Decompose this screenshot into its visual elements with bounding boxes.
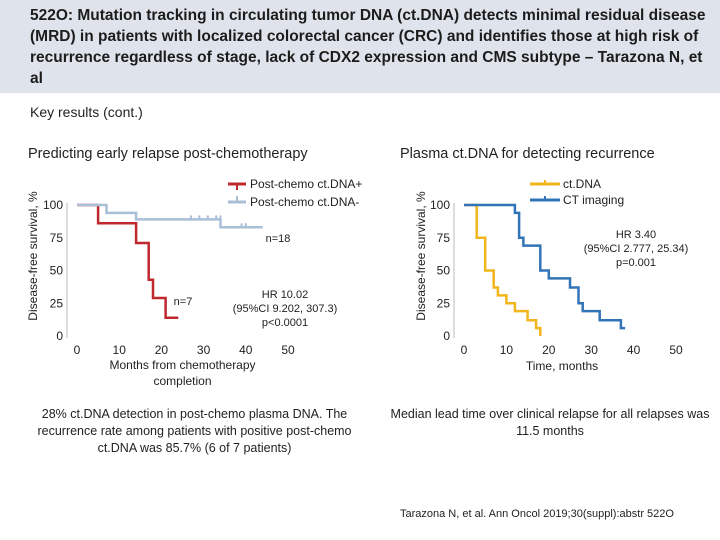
right-hr-annotation: (95%CI 2.777, 25.34) bbox=[583, 243, 689, 255]
left-x-axis-label: Months from chemotherapy bbox=[109, 358, 256, 372]
left-y-tick-label: 0 bbox=[56, 329, 63, 343]
left-x-tick-label: 20 bbox=[154, 343, 169, 357]
right-legend-label: CT imaging bbox=[563, 193, 625, 207]
right-y-tick-label: 25 bbox=[436, 296, 450, 311]
right-chart-title: Plasma ct.DNA for detecting recurrence bbox=[400, 146, 655, 162]
left-hr-annotation: HR 10.02 bbox=[261, 289, 309, 301]
right-hr-annotation: p=0.001 bbox=[615, 257, 657, 269]
right-series-line bbox=[464, 205, 625, 328]
page-title: 522O: Mutation tracking in circulating tumor DNA (ct.DNA) detects minimal residual disease (MRD) in patients with localized colorectal cancer (CRC) and identifies those at high risk of recurrence regardless of stage, lack of CDX2 expression and CMS subtype – Tarazona N, et al bbox=[30, 7, 706, 87]
left-y-tick-label: 25 bbox=[49, 296, 63, 311]
left-x-axis-label: completion bbox=[153, 374, 212, 388]
left-n-label: n=7 bbox=[173, 296, 193, 308]
left-y-tick-label: 100 bbox=[42, 198, 63, 212]
right-y-axis-label: Disease-free survival, % bbox=[414, 191, 428, 321]
right-x-tick-label: 40 bbox=[626, 343, 641, 357]
left-y-tick-label: 75 bbox=[49, 230, 63, 245]
left-hr-annotation: p<0.0001 bbox=[261, 317, 309, 329]
left-y-axis-label: Disease-free survival, % bbox=[26, 191, 40, 321]
right-series-line bbox=[464, 205, 540, 336]
left-n-label: n=18 bbox=[265, 233, 291, 245]
right-y-tick-label: 50 bbox=[436, 263, 450, 278]
left-chart-title: Predicting early relapse post-chemotherapy bbox=[28, 146, 308, 162]
right-x-tick-label: 30 bbox=[584, 343, 598, 357]
right-y-tick-label: 100 bbox=[429, 198, 450, 212]
left-x-tick-label: 30 bbox=[196, 343, 211, 357]
section-subhead: Key results (cont.) bbox=[30, 104, 143, 120]
citation: Tarazona N, et al. Ann Oncol 2019;30(suppl):abstr 522O bbox=[400, 508, 674, 520]
right-x-tick-label: 20 bbox=[542, 343, 556, 357]
left-caption: 28% ct.DNA detection in post-chemo plasma DNA. The recurrence rate among patients with positive post-chemo ct.DNA was 85.7% (6 of 7 patients) bbox=[37, 407, 352, 455]
right-y-tick-label: 75 bbox=[436, 230, 450, 245]
left-x-tick-label: 0 bbox=[73, 343, 81, 357]
right-x-axis-label: Time, months bbox=[525, 359, 599, 373]
right-x-tick-label: 0 bbox=[460, 343, 468, 357]
left-x-tick-label: 50 bbox=[281, 343, 295, 357]
left-legend-label: Post-chemo ct.DNA- bbox=[250, 195, 360, 209]
right-caption: Median lead time over clinical relapse for all relapses was 11.5 months bbox=[390, 407, 710, 438]
right-x-tick-label: 50 bbox=[669, 343, 683, 357]
left-hr-annotation: (95%CI 9.202, 307.3) bbox=[232, 303, 338, 315]
left-legend-label: Post-chemo ct.DNA+ bbox=[250, 177, 363, 191]
right-y-tick-label: 0 bbox=[443, 329, 450, 343]
right-legend-label: ct.DNA bbox=[563, 177, 602, 191]
left-x-tick-label: 40 bbox=[239, 343, 253, 357]
right-hr-annotation: HR 3.40 bbox=[615, 229, 657, 241]
left-y-tick-label: 50 bbox=[49, 263, 63, 278]
right-x-tick-label: 10 bbox=[499, 343, 514, 357]
left-x-tick-label: 10 bbox=[112, 343, 126, 357]
left-series-line bbox=[77, 205, 178, 318]
